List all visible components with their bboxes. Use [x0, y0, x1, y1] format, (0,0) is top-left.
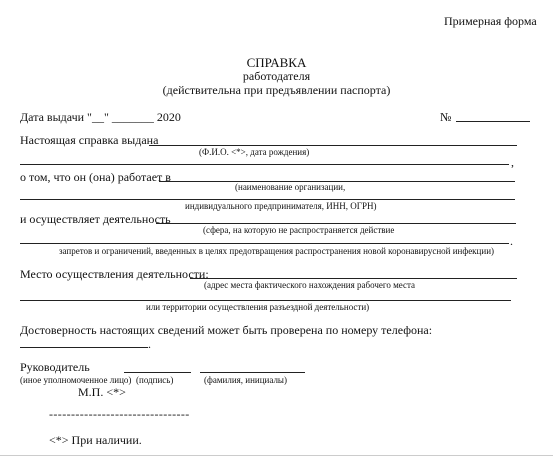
stamp-place: М.П. <*> [78, 385, 126, 399]
phone-field-line[interactable] [20, 347, 148, 348]
footnote-text: <*> При наличии. [49, 433, 142, 447]
place-caption-2: или территории осуществления разъездной деятельности) [146, 302, 370, 312]
issued-to-continuation-line[interactable] [20, 164, 509, 165]
full-name-field-line[interactable] [200, 372, 305, 373]
works-at-caption-1: (наименование организации, [235, 182, 346, 192]
issued-to-label: Настоящая справка выдана [20, 133, 159, 147]
activity-continuation-line[interactable] [20, 243, 509, 244]
activity-line-period: . [510, 234, 513, 248]
head-label: Руководитель [20, 360, 90, 374]
page-bottom-divider [0, 455, 553, 456]
number-field-line[interactable] [456, 121, 530, 122]
phone-line-period: . [148, 337, 151, 351]
footnote-separator: -------------------------------- [49, 407, 190, 421]
number-label: № [440, 110, 452, 124]
head-caption: (иное уполномоченное лицо) [20, 375, 132, 385]
signature-caption: (подпись) [136, 375, 174, 385]
phone-label: Достоверность настоящих сведений может быть проверена по номеру телефона: [20, 323, 433, 337]
works-at-label: о том, что он (она) работает в [20, 170, 171, 184]
issued-to-field-line[interactable] [149, 145, 517, 146]
issued-to-line-comma: , [511, 155, 514, 169]
document-subtitle: работодателя [242, 69, 311, 83]
issue-date-label: Дата выдачи "__" _______ 2020 [20, 110, 181, 124]
place-caption-1: (адрес места фактического нахождения рабочего места [204, 280, 416, 290]
full-name-caption: (фамилия, инициалы) [204, 375, 287, 385]
document-title: СПРАВКА [246, 55, 307, 70]
activity-field-line[interactable] [156, 223, 516, 224]
works-at-continuation-line[interactable] [20, 199, 515, 200]
place-field-line[interactable] [190, 278, 517, 279]
works-at-caption-2: индивидуального предпринимателя, ИНН, ОГРН) [185, 201, 377, 211]
place-label: Место осуществления деятельности: [20, 267, 209, 281]
place-continuation-line[interactable] [20, 300, 511, 301]
activity-label: и осуществляет деятельность [20, 212, 171, 226]
form-type-note: Примерная форма [444, 14, 537, 28]
issued-to-caption: (Ф.И.О. <*>, дата рождения) [199, 147, 310, 157]
activity-caption-2: запретов и ограничений, введенных в целях предотвращения распространения новой коронавирусной инфекции) [59, 246, 495, 256]
activity-caption-1: (сфера, на которую не распространяется действие [203, 225, 395, 235]
validity-note: (действительна при предъявлении паспорта) [162, 83, 391, 97]
signature-field-line[interactable] [124, 372, 191, 373]
